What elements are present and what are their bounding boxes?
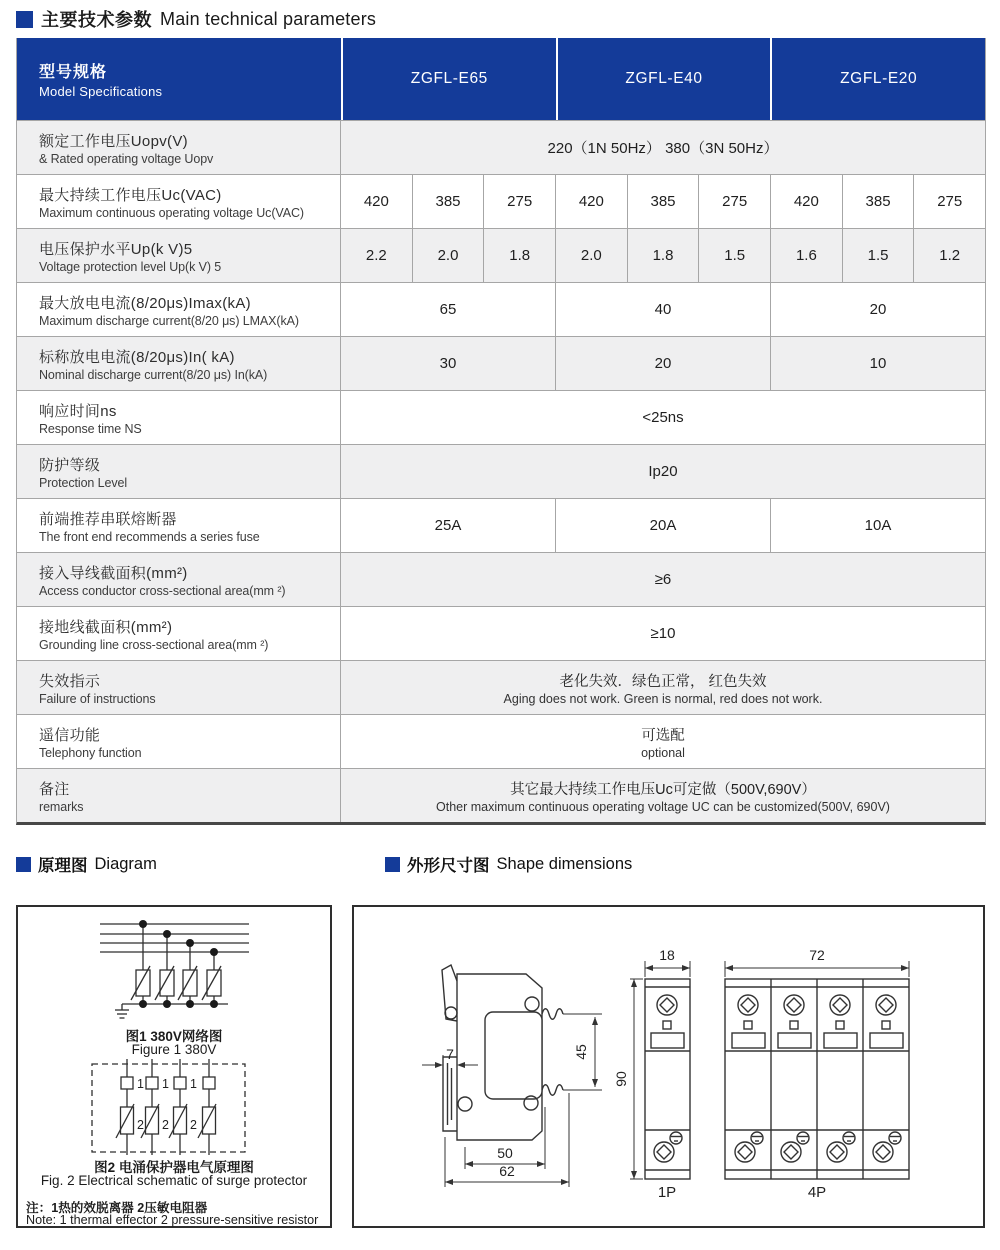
table-row	[17, 714, 985, 768]
row-label-zh: 最大持续工作电压Uc(VAC)	[39, 186, 222, 204]
fig2-caption-zh: 图2 电涌保护器电气原理图	[94, 1160, 254, 1175]
table-cell: 2.2	[365, 247, 387, 264]
table-cell: 385	[412, 175, 484, 228]
page-title-en: Main technical parameters	[160, 8, 377, 29]
row-values	[341, 337, 985, 390]
row-label-en: Maximum continuous operating voltage Uc(VAC)	[39, 205, 304, 220]
page-title	[16, 6, 376, 32]
table-cell: 1.5	[698, 229, 770, 282]
table-row	[17, 660, 985, 714]
row-values	[341, 121, 985, 174]
table-cell: 385	[842, 175, 914, 228]
row-values	[341, 445, 985, 498]
table-row	[17, 552, 985, 606]
row-label	[17, 229, 341, 282]
row-label-zh: 最大放电电流(8/20μs)Imax(kA)	[39, 294, 251, 312]
row-label-en: Protection Level	[39, 475, 128, 490]
row-values	[341, 715, 985, 768]
diagram-note-en: Note: 1 thermal effector 2 pressure-sensitive resistor	[26, 1213, 319, 1227]
table-cell	[341, 715, 985, 768]
table-cell: 220（1N 50Hz） 380（3N 50Hz）	[547, 140, 779, 157]
row-values	[341, 391, 985, 444]
header-model-zgfl-e20: ZGFL-E20	[770, 38, 985, 120]
header-model-zgfl-e40: ZGFL-E40	[556, 38, 771, 120]
row-label	[17, 445, 341, 498]
table-cell: 420	[363, 193, 389, 210]
row-label-en: Maximum discharge current(8/20 μs) LMAX(kA)	[39, 313, 299, 328]
row-label-zh: 防护等级	[39, 456, 101, 474]
cell-text-zh: 老化失效．绿色正常， 红色失效	[559, 673, 767, 690]
table-row	[17, 390, 985, 444]
row-label-en: The front end recommends a series fuse	[39, 529, 260, 544]
table-cell: Ip20	[648, 463, 678, 480]
cell-text-en: optional	[641, 745, 685, 760]
fig2-caption-en: Fig. 2 Electrical schematic of surge protector	[40, 1173, 308, 1188]
diagram-heading-en: Diagram	[94, 854, 157, 873]
table-cell: 385	[627, 175, 699, 228]
fig2-varistor-label: 2	[190, 1118, 197, 1132]
table-cell: 65	[439, 301, 457, 318]
table-cell: 10	[770, 337, 985, 390]
table-cell: 20	[770, 283, 985, 336]
row-label	[17, 283, 341, 336]
row-label	[17, 121, 341, 174]
cell-text-en: Other maximum continuous operating voltage UC can be customized(500V, 690V)	[436, 799, 890, 814]
table-cell	[341, 769, 985, 822]
table-body	[17, 120, 985, 822]
row-label-en: & Rated operating voltage Uopv	[39, 151, 214, 166]
row-label-zh: 前端推荐串联熔断器	[39, 510, 177, 528]
table-cell: 40	[555, 283, 770, 336]
table-row	[17, 606, 985, 660]
row-label-zh: 额定工作电压Uopv(V)	[39, 132, 188, 150]
row-label-en: Access conductor cross-sectional area(mm ²)	[39, 583, 286, 598]
section-bullet-icon	[16, 857, 31, 872]
row-label	[17, 337, 341, 390]
dim-45-label: 45	[573, 1044, 589, 1060]
table-row	[17, 768, 985, 822]
table-cell: <25ns	[642, 409, 684, 426]
row-label-en: Voltage protection level Up(k V) 5	[39, 259, 222, 274]
row-values	[341, 607, 985, 660]
cell-text-en: Aging does not work. Green is normal, red does not work.	[503, 691, 823, 706]
header-label-en: Model Specifications	[39, 84, 163, 99]
page-title-zh: 主要技术参数	[41, 10, 152, 30]
fig2-thermal-label: 1	[137, 1077, 144, 1091]
spec-table	[16, 38, 986, 825]
row-label-zh: 接入导线截面积(mm²)	[39, 564, 188, 582]
row-values	[341, 553, 985, 606]
table-cell: 275	[483, 175, 555, 228]
cell-text-zh: 可选配	[641, 727, 685, 744]
table-cell: 25A	[434, 517, 462, 534]
row-label	[17, 715, 341, 768]
table-cell: 420	[770, 175, 842, 228]
diagram-figure-box	[16, 905, 332, 1228]
table-row	[17, 444, 985, 498]
shape-dimensions-svg	[354, 907, 983, 1226]
dim-7-label: 7	[446, 1046, 454, 1062]
fig1-caption-en: Figure 1 380V	[131, 1042, 217, 1057]
table-row	[17, 498, 985, 552]
table-cell: 2.0	[555, 229, 627, 282]
table-cell: ≥6	[654, 571, 672, 588]
section-heading-shape	[385, 852, 632, 876]
row-values	[341, 229, 985, 282]
table-cell: 275	[698, 175, 770, 228]
row-label-zh: 标称放电电流(8/20μs)In( kA)	[39, 348, 235, 366]
table-row	[17, 282, 985, 336]
row-label-en: Grounding line cross-sectional area(mm ²)	[39, 637, 269, 652]
header-model-zgfl-e65: ZGFL-E65	[341, 38, 556, 120]
diagram-note-zh: 注：1热的效脱离器 2压敏电阻器	[26, 1201, 208, 1215]
row-values	[341, 661, 985, 714]
row-label	[17, 553, 341, 606]
header-label-cell	[17, 38, 341, 120]
dim-62-label: 62	[499, 1163, 515, 1179]
row-label-zh: 接地线截面积(mm²)	[39, 618, 173, 636]
fig2-thermal-label: 1	[190, 1077, 197, 1091]
table-cell: 275	[913, 175, 985, 228]
row-label-zh: 遥信功能	[39, 726, 101, 744]
row-values	[341, 283, 985, 336]
table-cell: 30	[439, 355, 457, 372]
shape-heading-en: Shape dimensions	[496, 854, 633, 873]
dim-90-label: 90	[613, 1071, 629, 1087]
header-label-zh: 型号规格	[39, 64, 108, 81]
row-label	[17, 661, 341, 714]
diagram-heading-zh: 原理图	[38, 857, 88, 875]
table-cell: 1.8	[627, 229, 699, 282]
fig1-caption-zh: 图1 380V网络图	[125, 1029, 223, 1044]
section-bullet-icon	[385, 857, 400, 872]
table-cell: 1.8	[483, 229, 555, 282]
dim-72-label: 72	[809, 947, 825, 963]
row-values	[341, 175, 985, 228]
row-label-en: Telephony function	[39, 745, 142, 760]
row-label	[17, 607, 341, 660]
fig2-varistor-label: 2	[162, 1118, 169, 1132]
view-1p-label: 1P	[657, 1184, 677, 1201]
table-row	[17, 228, 985, 282]
dim-18-label: 18	[659, 947, 675, 963]
table-cell: 2.0	[412, 229, 484, 282]
fig2-thermal-label: 1	[162, 1077, 169, 1091]
table-row	[17, 120, 985, 174]
view-4p-label: 4P	[807, 1184, 827, 1201]
table-cell: 10A	[770, 499, 985, 552]
row-label-en: Response time NS	[39, 421, 142, 436]
row-label-zh: 备注	[39, 780, 70, 798]
row-label	[17, 391, 341, 444]
table-cell: 1.6	[770, 229, 842, 282]
table-cell: 20	[555, 337, 770, 390]
shape-heading-zh: 外形尺寸图	[407, 857, 490, 875]
row-label-en: Nominal discharge current(8/20 μs) In(kA)	[39, 367, 268, 382]
row-values	[341, 499, 985, 552]
table-cell	[341, 661, 985, 714]
row-label-en: Failure of instructions	[39, 691, 156, 706]
fig2-varistor-label: 2	[137, 1118, 144, 1132]
table-row	[17, 174, 985, 228]
shape-dimensions-box	[352, 905, 985, 1228]
row-label	[17, 175, 341, 228]
row-values	[341, 769, 985, 822]
title-bullet-icon	[16, 11, 33, 28]
cell-text-zh: 其它最大持续工作电压Uc可定做（500V,690V）	[510, 781, 816, 798]
table-header	[17, 38, 985, 120]
table-cell: 1.2	[913, 229, 985, 282]
table-cell: 420	[555, 175, 627, 228]
table-cell: 1.5	[842, 229, 914, 282]
dim-50-label: 50	[497, 1145, 513, 1161]
section-heading-diagram	[16, 852, 157, 876]
table-cell: 20A	[555, 499, 770, 552]
table-cell: ≥10	[650, 625, 676, 642]
row-label	[17, 499, 341, 552]
row-label-en: remarks	[39, 799, 84, 814]
row-label-zh: 响应时间ns	[39, 402, 117, 420]
row-label-zh: 电压保护水平Up(k V)5	[39, 240, 193, 258]
row-label-zh: 失效指示	[39, 672, 101, 690]
row-label	[17, 769, 341, 822]
table-row	[17, 336, 985, 390]
